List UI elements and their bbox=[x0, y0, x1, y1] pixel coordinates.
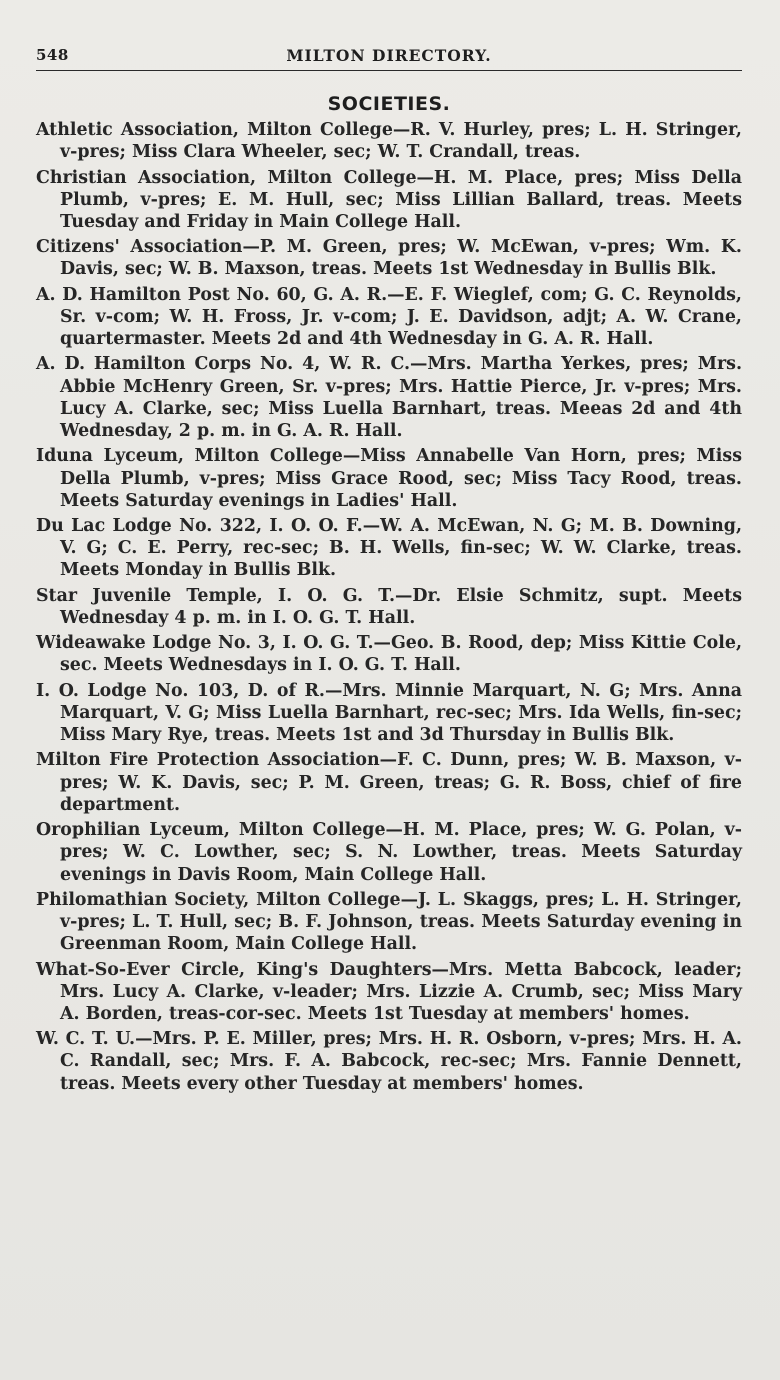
society-entry: A. D. Hamilton Corps No. 4, W. R. C.—Mrs. Martha Yerkes, pres; Mrs. Abbie McHenry Green, Sr. v-pres; Mrs. Hattie Pierce, Jr. v-pres; Mrs. Lucy A. Clarke, sec; Miss Luella Barnhart, treas. Meeas 2d and 4th Wednesday, 2 p. m. in G. A. R. Hall. bbox=[36, 354, 742, 442]
society-entry: Milton Fire Protection Association—F. C. Dunn, pres; W. B. Maxson, v-pres; W. K. Davis, sec; P. M. Green, treas; G. R. Boss, chief of fire department. bbox=[36, 750, 742, 815]
society-entry: Philomathian Society, Milton College—J. L. Skaggs, pres; L. H. Stringer, v-pres; L. T. Hull, sec; B. F. Johnson, treas. Meets Saturday evening in Greenman Room, Main College Hall. bbox=[36, 889, 742, 955]
society-entry: Iduna Lyceum, Milton College—Miss Annabelle Van Horn, pres; Miss Della Plumb, v-pres; Miss Grace Rood, sec; Miss Tacy Rood, treas. Meets Saturday evenings in Ladies' Hall. bbox=[36, 446, 742, 511]
page-number: 548 bbox=[36, 46, 69, 64]
society-entry: Star Juvenile Temple, I. O. G. T.—Dr. Elsie Schmitz, supt. Meets Wednesday 4 p. m. in I. O. G. T. Hall. bbox=[36, 585, 742, 628]
society-entry: Athletic Association, Milton College—R. V. Hurley, pres; L. H. Stringer, v-pres; Miss Clara Wheeler, sec; W. T. Crandall, treas. bbox=[36, 120, 742, 163]
society-entry: Orophilian Lyceum, Milton College—H. M. Place, pres; W. G. Polan, v-pres; W. C. Lowther, sec; S. N. Lowther, treas. Meets Saturday evenings in Davis Room, Main College Hall. bbox=[36, 820, 742, 885]
society-entry: W. C. T. U.—Mrs. P. E. Miller, pres; Mrs. H. R. Osborn, v-pres; Mrs. H. A. C. Randall, sec; Mrs. F. A. Babcock, rec-sec; Mrs. Fannie Dennett, treas. Meets every other Tuesday at members' homes. bbox=[36, 1029, 742, 1094]
society-entry: Wideawake Lodge No. 3, I. O. G. T.—Geo. B. Rood, dep; Miss Kittie Cole, sec. Meets Wednesdays in I. O. G. T. Hall. bbox=[36, 633, 742, 676]
society-entry: Citizens' Association—P. M. Green, pres; W. McEwan, v-pres; Wm. K. Davis, sec; W. B. Maxson, treas. Meets 1st Wednesday in Bullis Blk. bbox=[36, 237, 742, 280]
society-entry: Christian Association, Milton College—H. M. Place, pres; Miss Della Plumb, v-pres; E. M. Hull, sec; Miss Lillian Ballard, treas. Meets Tuesday and Friday in Main College Hall. bbox=[36, 167, 742, 232]
society-entry: A. D. Hamilton Post No. 60, G. A. R.—E. F. Wieglef, com; G. C. Reynolds, Sr. v-com; W. H. Fross, Jr. v-com; J. E. Davidson, adjt; A. W. Crane, quartermaster. Meets 2d and 4th Wednesday in G. A. R. Hall. bbox=[36, 284, 742, 350]
society-entry: What-So-Ever Circle, King's Daughters—Mrs. Metta Babcock, leader; Mrs. Lucy A. Clarke, v-leader; Mrs. Lizzie A. Crumb, sec; Miss Mary A. Borden, treas-cor-sec. Meets 1st Tuesday at members' homes. bbox=[36, 959, 742, 1024]
society-entry: I. O. Lodge No. 103, D. of R.—Mrs. Minnie Marquart, N. G; Mrs. Anna Marquart, V. G; Miss Luella Barnhart, rec-sec; Mrs. Ida Wells, fin-sec; Miss Mary Rye, treas. Meets 1st and 3d Thursday in Bullis Blk. bbox=[36, 680, 742, 746]
section-title: SOCIETIES. bbox=[327, 93, 451, 115]
running-head bbox=[36, 44, 742, 71]
running-title: MILTON DIRECTORY. bbox=[286, 46, 492, 65]
society-entry: Du Lac Lodge No. 322, I. O. O. F.—W. A. McEwan, N. G; M. B. Downing, V. G; C. E. Perry, rec-sec; B. H. Wells, fin-sec; W. W. Clarke, treas. Meets Monday in Bullis Blk. bbox=[36, 516, 742, 581]
society-list bbox=[36, 119, 742, 1095]
